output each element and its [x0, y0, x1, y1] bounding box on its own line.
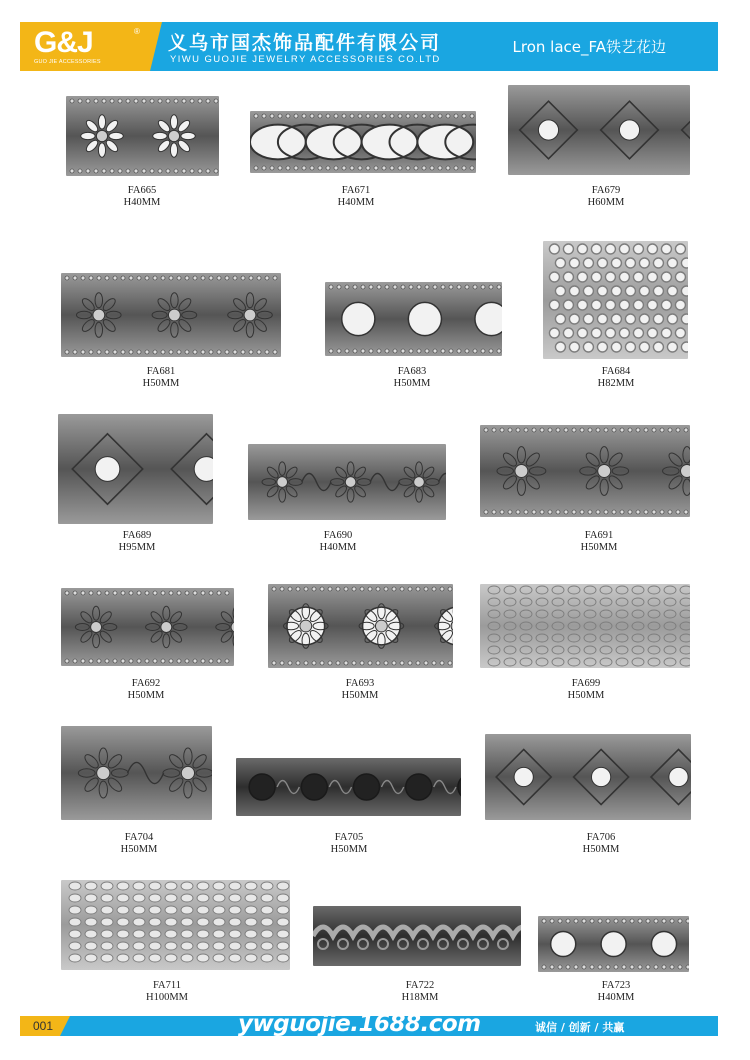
product-caption [82, 185, 202, 209]
product-code: FA723 [601, 980, 631, 991]
lace-image [250, 111, 476, 173]
product-size: H60MM [587, 197, 625, 208]
slogan: 诚信 / 创新 / 共赢 [535, 1021, 625, 1034]
product-size: H50MM [127, 690, 165, 701]
page-number-tab [20, 1016, 60, 1036]
brand-logo [20, 22, 150, 71]
product-caption [556, 980, 676, 1004]
product-size: H95MM [118, 542, 156, 553]
product-code: FA692 [131, 678, 161, 689]
lace-image [61, 273, 281, 357]
product-size: H50MM [580, 542, 618, 553]
company-name-en: YIWU GUOJIE JEWELRY ACCESSORIES CO.LTD [170, 54, 441, 65]
lace-image [313, 906, 521, 966]
product-caption [556, 366, 676, 390]
product-size: H40MM [337, 197, 375, 208]
product-caption [296, 185, 416, 209]
product-caption [526, 678, 646, 702]
product-caption [300, 678, 420, 702]
product-code: FA671 [341, 185, 371, 196]
product-code: FA683 [397, 366, 427, 377]
product-size: H50MM [567, 690, 605, 701]
lace-image [325, 282, 502, 356]
product-code: FA705 [334, 832, 364, 843]
logo-subtitle: GUO JIE ACCESSORIES [34, 59, 101, 65]
product-code: FA681 [146, 366, 176, 377]
product-size: H50MM [330, 844, 368, 855]
lace-image [66, 96, 219, 176]
product-size: H18MM [401, 992, 439, 1003]
logo-wedge [150, 22, 162, 71]
product-caption [352, 366, 472, 390]
product-caption [546, 185, 666, 209]
product-code: FA679 [591, 185, 621, 196]
product-size: H50MM [582, 844, 620, 855]
product-caption [539, 530, 659, 554]
product-code: FA693 [345, 678, 375, 689]
product-code: FA684 [601, 366, 631, 377]
lace-image [268, 584, 453, 668]
product-code: FA722 [405, 980, 435, 991]
product-caption [278, 530, 398, 554]
product-size: H50MM [120, 844, 158, 855]
product-caption [360, 980, 480, 1004]
product-code: FA690 [323, 530, 353, 541]
page-footer [20, 1011, 718, 1037]
lace-image [248, 444, 446, 520]
product-size: H50MM [142, 378, 180, 389]
lace-image [480, 425, 690, 517]
lace-image [508, 85, 690, 175]
product-code: FA706 [586, 832, 616, 843]
product-caption [107, 980, 227, 1004]
product-size: H82MM [597, 378, 635, 389]
lace-image [538, 916, 689, 972]
lace-image [236, 758, 461, 816]
product-caption [77, 530, 197, 554]
product-code: FA704 [124, 832, 154, 843]
footer-wedge [60, 1016, 70, 1036]
product-code: FA699 [571, 678, 601, 689]
lace-image [480, 584, 690, 668]
product-size: H50MM [393, 378, 431, 389]
registered-mark: ® [134, 27, 140, 36]
product-code: FA691 [584, 530, 614, 541]
product-caption [541, 832, 661, 856]
product-size: H40MM [319, 542, 357, 553]
page-number: 001 [33, 1019, 54, 1033]
catalog-title: Lron lace_FA铁艺花边 [512, 38, 666, 56]
product-code: FA665 [127, 185, 157, 196]
product-size: H40MM [597, 992, 635, 1003]
product-size: H50MM [341, 690, 379, 701]
product-code: FA689 [122, 530, 152, 541]
logo-text: G&J [34, 26, 93, 59]
lace-image [61, 726, 212, 820]
page-header [20, 22, 718, 71]
product-caption [101, 366, 221, 390]
product-size: H100MM [145, 992, 188, 1003]
website-link[interactable]: ywguojie.1688.com [238, 1011, 481, 1037]
lace-image [61, 588, 234, 666]
product-caption [86, 678, 206, 702]
lace-image [485, 734, 691, 820]
product-caption [289, 832, 409, 856]
product-size: H40MM [123, 197, 161, 208]
lace-image [61, 880, 290, 970]
lace-image [543, 241, 688, 359]
product-caption [79, 832, 199, 856]
product-code: FA711 [152, 980, 181, 991]
company-name-cn: 义乌市国杰饰品配件有限公司 [168, 32, 442, 54]
lace-image [58, 414, 213, 524]
